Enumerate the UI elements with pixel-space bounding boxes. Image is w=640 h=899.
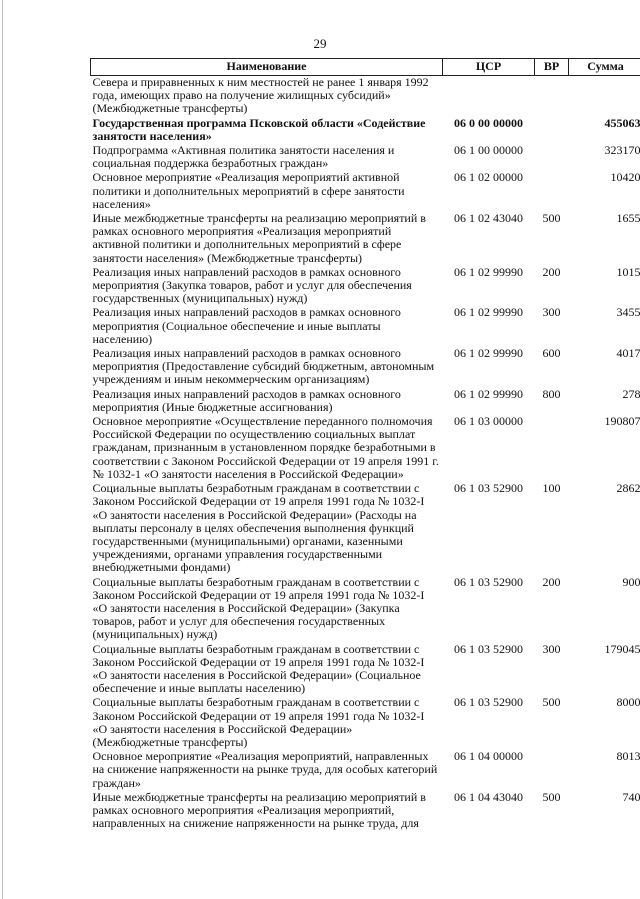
table-row	[91, 171, 640, 212]
cell-csr: 06 1 00 00000	[454, 143, 523, 158]
header-sum: Сумма	[569, 59, 640, 76]
cell-name: Социальные выплаты безработным гражданам в соответствии с Законом Российской Федерации от 19 апреля 1991 года № 1032-I «О занятости населения в Российской Федерации» (Закупка товаров, работ и услуг для обеспечения государственных (муниципальных) нужд)	[92, 574, 425, 642]
cell-vr: 500	[542, 211, 561, 226]
cell-csr: 06 0 00 00000	[454, 115, 523, 130]
cell-csr: 06 1 02 99990	[454, 346, 523, 361]
cell-name: Основное мероприятие «Осуществление переданного полномочия Российской Федерации по осуществлению социальных выплат гражданам, признанным в установленном порядке безработными в соответствии с Законом Российской Федерации от 19 апреля 1991 г. № 1032-1 «О занятости населения в Российской Федерации»	[92, 414, 439, 481]
table-header-row	[91, 59, 640, 76]
cell-sum: 3455	[616, 305, 640, 320]
cell-name: Реализация иных направлений расходов в рамках основного мероприятия (Предоставление субсидий бюджетным, автономным учреждениям и иным некоммерческим организациям)	[92, 346, 435, 387]
table-body	[91, 76, 640, 832]
cell-sum: 1655	[616, 211, 640, 226]
cell-csr	[443, 76, 535, 117]
table-row	[91, 643, 640, 697]
cell-vr	[535, 144, 569, 171]
cell-csr: 06 1 02 99990	[454, 386, 523, 401]
header-vr: ВР	[535, 59, 569, 76]
cell-sum: 455063	[604, 115, 640, 130]
cell-vr: 200	[542, 574, 561, 589]
cell-sum: 740	[622, 789, 640, 804]
cell-name: Иные межбюджетные трансферты на реализацию мероприятий в рамках основного мероприятия «Реализация мероприятий активной политики и дополнительных мероприятий в сфере занятости населения» (Межбюджетные трансферты)	[92, 211, 426, 265]
cell-vr	[535, 76, 569, 117]
cell-name: Реализация иных направлений расходов в рамках основного мероприятия (Социальное обеспечение и иные выплаты населению)	[92, 305, 401, 346]
cell-vr: 600	[542, 346, 561, 361]
cell-sum: 1015	[616, 264, 640, 279]
cell-name: Основное мероприятие «Реализация мероприятий активной политики и дополнительных мероприятий в сфере занятости населения»	[92, 170, 405, 211]
cell-vr: 500	[542, 789, 561, 804]
table-row	[91, 576, 640, 643]
cell-csr: 06 1 03 52900	[454, 695, 523, 710]
table-row	[91, 750, 640, 791]
cell-name: Реализация иных направлений расходов в рамках основного мероприятия (Закупка товаров, работ и услуг для обеспечения государственных (муниципальных) нужд)	[92, 264, 412, 306]
table-row	[91, 117, 640, 144]
cell-vr: 300	[542, 641, 561, 656]
cell-vr: 100	[542, 481, 561, 496]
cell-sum	[569, 76, 640, 117]
scan-edge-line	[2, 0, 3, 899]
table-row	[91, 696, 640, 750]
cell-sum: 278	[622, 386, 640, 401]
cell-name: Социальные выплаты безработным гражданам в соответствии с Законом Российской Федерации от 19 апреля 1991 года № 1032-I «О занятости населения в Российской Федерации» (Расходы на выплаты персоналу в целях обеспечения выполнения функций государственными (муниципальными) органами, казенными учреждениями, органами управления государственными внебюджетными фондами)	[92, 481, 425, 575]
cell-csr: 06 1 02 00000	[454, 170, 523, 185]
cell-csr: 06 1 02 99990	[454, 305, 523, 320]
cell-name: Иные межбюджетные трансферты на реализацию мероприятий в рамках основного мероприятия «Реализация мероприятий, направленных на снижение напряженности на рынке труда, для	[92, 789, 426, 831]
header-name: Наименование	[91, 59, 443, 76]
table-row	[91, 388, 640, 415]
table-row	[91, 347, 640, 388]
cell-sum: 323170	[604, 143, 640, 158]
cell-name: Социальные выплаты безработным гражданам в соответствии с Законом Российской Федерации от 19 апреля 1991 года № 1032-I «О занятости населения в Российской Федерации» (Межбюджетные трансферты)	[92, 695, 425, 749]
cell-csr: 06 1 04 43040	[454, 789, 523, 804]
budget-table	[90, 58, 640, 831]
table-row	[91, 212, 640, 266]
cell-vr: 300	[542, 305, 561, 320]
cell-vr: 800	[542, 386, 561, 401]
cell-sum: 190807	[604, 414, 640, 429]
cell-csr: 06 1 03 52900	[454, 481, 523, 496]
cell-vr	[535, 117, 569, 144]
cell-sum: 10420	[610, 170, 640, 185]
cell-vr: 500	[542, 695, 561, 710]
cell-name: Социальные выплаты безработным гражданам в соответствии с Законом Российской Федерации от 19 апреля 1991 года № 1032-I «О занятости населения в Российской Федерации» (Социальное обеспечение и иные выплаты населению)	[92, 641, 425, 696]
cell-sum: 179045	[604, 641, 640, 656]
cell-sum: 4017	[616, 346, 640, 361]
cell-vr	[535, 415, 569, 482]
table-row	[91, 791, 640, 832]
cell-csr: 06 1 04 00000	[454, 749, 523, 764]
table-row	[91, 415, 640, 482]
page-number: 29	[313, 36, 327, 51]
cell-name: Основное мероприятие «Реализация мероприятий, направленных на снижение напряженности на рынке труда, для особых категорий граждан»	[92, 749, 438, 790]
table-row	[91, 144, 640, 171]
cell-name: Государственная программа Псковской области «Содействие занятости населения»	[92, 115, 426, 143]
table-row	[91, 76, 640, 117]
table-row	[91, 306, 640, 347]
table-row	[91, 266, 640, 307]
cell-sum: 8013	[616, 749, 640, 764]
cell-csr: 06 1 03 52900	[454, 574, 523, 589]
table-row	[91, 482, 640, 575]
cell-csr: 06 1 02 99990	[454, 264, 523, 279]
cell-csr: 06 1 03 52900	[454, 641, 523, 656]
cell-vr: 200	[542, 264, 561, 279]
cell-name: Реализация иных направлений расходов в рамках основного мероприятия (Иные бюджетные ассигнования)	[92, 386, 401, 414]
cell-sum: 2862	[616, 481, 640, 496]
cell-name: Севера и приравненных к ним местностей не ранее 1 января 1992 года, имеющих право на получение жилищных субсидий» (Межбюджетные трансферты)	[92, 75, 429, 116]
cell-vr	[535, 171, 569, 212]
cell-csr: 06 1 02 43040	[454, 211, 523, 226]
cell-sum: 900	[622, 574, 640, 589]
cell-vr	[535, 750, 569, 791]
cell-csr: 06 1 03 00000	[454, 414, 523, 429]
header-csr: ЦСР	[443, 59, 535, 76]
cell-name: Подпрограмма «Активная политика занятости населения и социальная поддержка безработных граждан»	[92, 143, 395, 171]
cell-sum: 8000	[616, 695, 640, 710]
